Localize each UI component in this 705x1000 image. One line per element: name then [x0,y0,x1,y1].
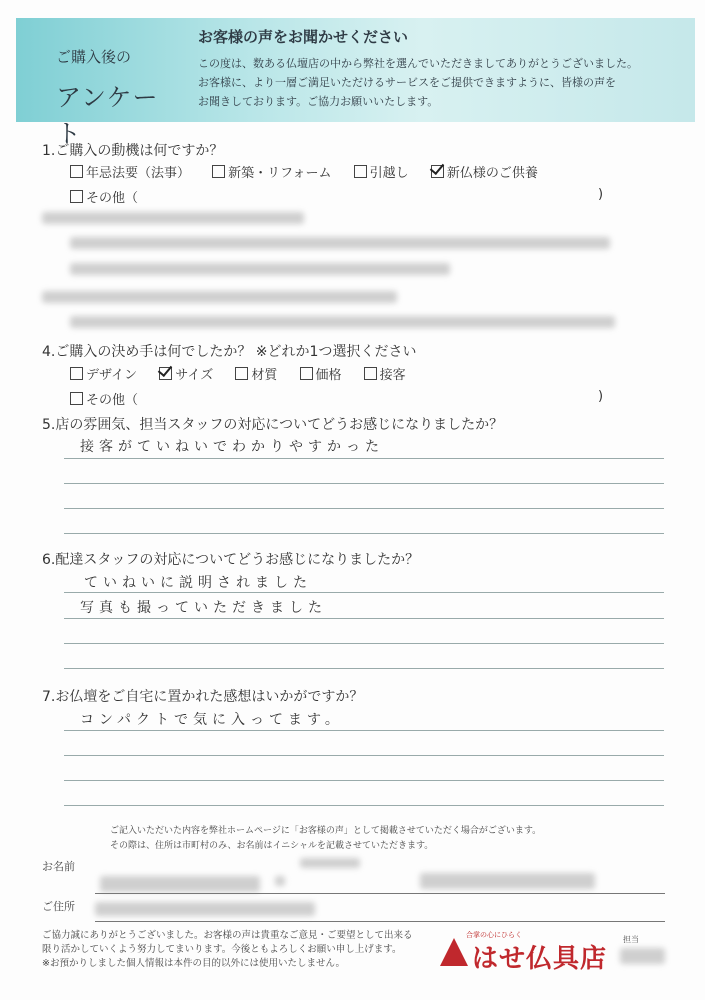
q1-other[interactable] [70,187,138,206]
q1-checkbox-3[interactable] [431,165,444,178]
answer-line [64,508,664,509]
q6-handwritten-answer: 写真も撮っていただきました [80,600,327,616]
q1-option[interactable] [70,162,190,181]
answer-line [64,805,664,806]
q4-option-label: 価格 [315,368,342,383]
answer-line [64,668,664,669]
q4-option[interactable] [300,364,342,383]
q7-handwritten-answer: コンパクトで気に入ってます。 [80,712,344,728]
answer-line [64,458,664,459]
q1-option[interactable] [431,162,538,181]
q4-checkbox-3[interactable] [300,367,313,380]
q4-option-label: デザイン [86,368,138,383]
q1-option-label: 年忌法要（法事） [86,166,191,181]
q4-option[interactable] [70,364,137,383]
q5-handwritten-answer: 接客がていねいでわかりやすかった [80,439,384,455]
redacted-question-2 [42,212,304,224]
header-intro-line: お客様に、より一層ご満足いただけるサービスをご提供できますように、皆様の声を [198,76,616,89]
redacted-name [100,876,260,892]
footer-note: ※お預かりしました個人情報は本件の目的以外には使用いたしません。 [42,958,346,969]
address-field-line[interactable] [95,921,665,922]
header-main-title: アンケート [56,83,159,148]
q1-other-label: その他（ [86,191,139,206]
q4-other-close: ) [598,389,604,404]
q1-checkbox-2[interactable] [354,165,367,178]
question-6: 6.配達スタッフの対応についてどうお感じになりましたか？ [42,552,420,568]
redacted-options [70,237,610,249]
footer-note: 限り活かしていくよう努力してまいります。今後ともよろしくお願い申し上げます。 [42,944,402,955]
answer-line [64,592,664,593]
header-small-title: ご購入後の [56,48,132,66]
answer-line [64,780,664,781]
answer-line [64,755,664,756]
q6-handwritten-answer: ていねいに説明されました [84,575,312,591]
answer-line [64,730,664,731]
survey-header [16,18,695,148]
q4-checkbox-4[interactable] [364,367,377,380]
header-intro [198,54,698,111]
publication-notice: その際は、住所は市町村のみ、お名前はイニシャルを記載させていただきます。 [110,841,434,851]
publication-notice: ご記入いただいた内容を弊社ホームページに「お客様の声」として掲載させていただく場合がございます。 [110,826,542,836]
answer-line [64,533,664,534]
header-heading: お客様の声をお聞かせください [198,28,409,46]
q4-option-label: 接客 [379,368,406,383]
q1-checkbox-0[interactable] [70,165,83,178]
question-4: 4.ご購入の決め手は何でしたか？ ※どれか1つ選択ください [42,344,417,360]
q4-checkbox-2[interactable] [235,367,248,380]
q1-other-checkbox[interactable] [70,190,83,203]
q1-option-label: 新仏様のご供養 [446,166,538,181]
redacted-mark [275,876,285,886]
answer-line [64,483,664,484]
logo-name: はせ仏具店 [472,944,608,974]
q4-other[interactable] [70,389,138,408]
q4-option-label: サイズ [175,368,214,383]
q1-option[interactable] [212,162,331,181]
q1-option-label: 新築・リフォーム [228,166,332,181]
q4-option[interactable] [235,364,277,383]
redacted-caption [300,858,360,868]
redacted-options [70,316,615,328]
redacted-options [70,263,450,275]
q4-option[interactable] [364,364,406,383]
redacted-address [95,902,315,916]
question-1: 1.ご購入の動機は何ですか？ [42,143,224,159]
q4-checkbox-0[interactable] [70,367,83,380]
q4-option-label: 材質 [251,368,278,383]
logo-tagline: 合掌の心にひらく [466,931,522,939]
q1-option-label: 引越し [369,166,409,181]
question-5: 5.店の雰囲気、担当スタッフの対応についてどうお感じになりましたか？ [42,417,504,433]
question-4-options [70,364,424,383]
q1-other-close: ) [598,187,604,202]
redacted-staff [620,948,665,964]
header-intro-line: この度は、数ある仏壇店の中から弊社を選んでいただきましてありがとうございました。 [198,57,638,70]
question-7: 7.お仏壇をご自宅に置かれた感想はいかがですか？ [42,689,364,705]
question-1-options [70,162,556,181]
answer-line [64,643,664,644]
q4-other-label: その他（ [86,393,139,408]
logo-mark-icon [440,938,468,966]
q4-checkbox-1[interactable] [159,367,172,380]
q1-option[interactable] [354,162,409,181]
redacted-phone [420,873,595,889]
header-intro-line: お聞きしております。ご協力お願いいたします。 [198,95,439,108]
answer-line [64,618,664,619]
redacted-question-3 [42,291,397,303]
header-title-block [16,18,176,148]
address-label: ご住所 [42,900,75,913]
staff-label: 担当 [623,935,639,944]
q4-other-checkbox[interactable] [70,392,83,405]
name-field-line[interactable] [95,893,665,894]
footer-note: ご協力誠にありがとうございました。お客様の声は貴重なご意見・ご要望として出来る [42,930,413,941]
name-label: お名前 [42,860,75,873]
q1-checkbox-1[interactable] [212,165,225,178]
q4-option[interactable] [159,364,213,383]
